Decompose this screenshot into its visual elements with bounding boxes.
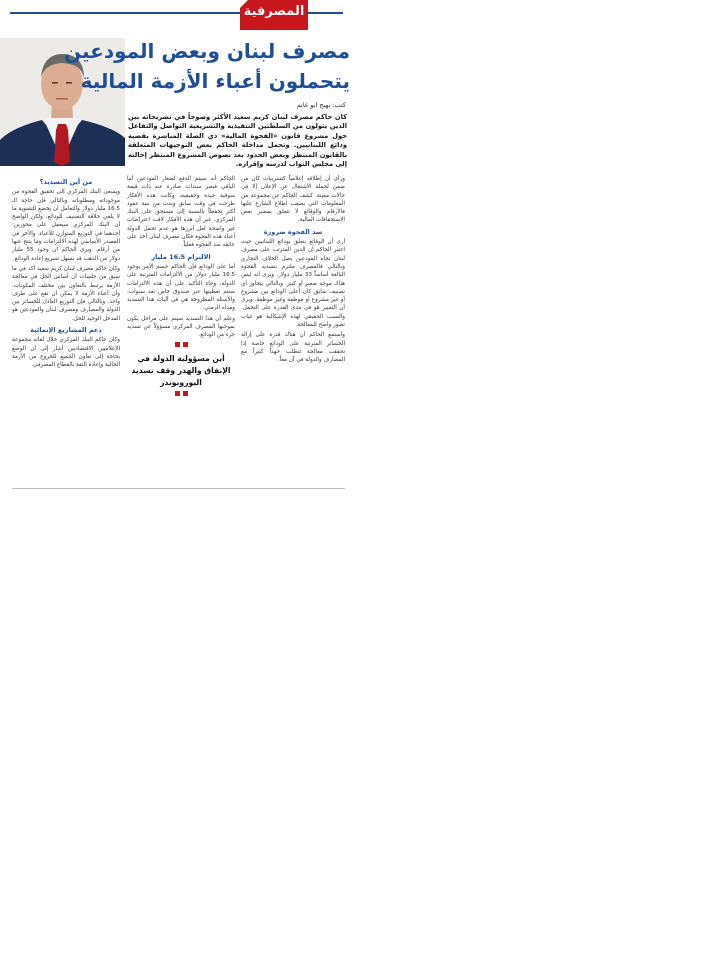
headline [64, 36, 350, 96]
section-label: المصرفية [243, 4, 305, 19]
paragraph: وعلم أن هذا التسديد سيتم على مراحل يكون بموجبها المصرف المركزي مسؤولاً عن تسديد جزء من الودائع. [127, 315, 235, 339]
pullquote: أين مسؤولية الدولة في الإنفاق والهدر وقف تسديد اليوروبوندز [131, 353, 231, 387]
lead-paragraph: كان حاكم مصرف لبنان كريم سعيد الأكثر وضوحاً في تصريحاته بين الذين يتولون من السلطتين التنفيذية والتشريعية التواصل والتفاعل حول مشروع قانون «الفجوة المالية» ذي الصلة المباشرة بقضية ودائع اللبنانيين. وتحمل مداخلة الحاكم بعض التوجيهات المتعلقة بالقانون المنتظر وبعض الحدود بعد نصوص المشروع المنتظر إحالته إلى مجلس النواب لدرسه وإقراره. [128, 113, 347, 169]
section-tab [240, 0, 308, 30]
subheading: سد الفجوة ضرورة [263, 227, 323, 236]
pullquote-marks-bottom [127, 391, 235, 396]
article-column-right [241, 175, 345, 367]
article-column-left [12, 175, 120, 372]
subheading: دعم المشاريع الإنمائية [30, 326, 102, 335]
paragraph: وكان حاكم البنك المركزي خلال لقائه مجموعة الإعلاميين الاقتصاديين أشار إلى أن الوضع بحاجة إلى تعاون الجميع للخروج من الأزمة الحالية وإعادة الثقة بالقطاع المصرفي. [12, 337, 120, 369]
headline-line-1: مصرف لبنان وبعض المودعين [64, 39, 350, 63]
byline: كتب: بهيج ابو غانم [296, 101, 346, 109]
paragraph: ورأى أن إطلاقه إعلامياً كتسريبات كان من ضمن لحملة الاشتغال عن الإعلان إلا في حالات معينة. كشف الحاكم عن مجموعة من المعلومات التي يصعب اطلاع الشارع عليها فالأرقام والوقائع لا تتعلق بمصير بعض الاستحقاقات المالية. [241, 176, 345, 224]
headline-line-2: يتحملون أعباء الأزمة المالية [80, 69, 350, 93]
paragraph: أرى أن الوقائع يتعلق بودائع اللبنانيين حيث اعتبر الحاكم أن الدين المترتب على مصرف لبنان تجاه المودعين يصل الخلاف التجاري وبالتالي فالمصرف ملتزم بتسديد الفجوة البالغة أساساً 33 مليار دولار. ويرى أنه ليس هناك موجه صغير أو كبير. وبالتالي يتجاوز أي تصنيف سابق كان أعلى الودائع بين مشروع أو غير مشروع أو موظفة وغير موظفة. ويرى أن التمييز هو في مدى القدرة على التحمل. والسبب الحقيقي لهذه الإشكالية هو غياب تصور واضح للمعالجة. [241, 239, 345, 329]
paragraph: أما على الودائع فإن الحاكم حسم الأمر بوجود 16.5 مليار دولار من الالتزامات المترتبة على الدولة، وجاء التأكيد على أن هذه الالتزامات ستتم تغطيتها عبر صندوق خاص بعد سنوات، والأسئلة المطروحة هي في آليات هذا التسديد ومداه الزمني. [127, 263, 235, 312]
tab-arrow-icon [240, 0, 248, 8]
subheading: من أين التسديد؟ [39, 178, 93, 186]
paragraph: وكان حاكم مصرف لبنان كريم سعيد أكد في ما سبق من جلسات أن أساس الحل في معالجة الأزمة يرتبط بالتعاون بين مختلف المكونات. وأن أعباء الأزمة لا يمكن أن تقع على طرف واحد. وبالتالي فإن التوزيع العادل للخسائر بين الدولة والمصارف ومصرف لبنان والمودعين هو المدخل الوحيد للحل. [12, 265, 120, 322]
pullquote-marks-top [127, 342, 235, 347]
paragraph: الحاكم أنه سيتم الدفع لصغار المودعين أما الباقي فيعبر سندات صادرة عنه ذات قيمة سوقية جيدة وحقيقية، وكانت هذه الأفكار طرحت في وقت سابق وبدت من بنية عقود أكثر تحفظاً بالنسبة إلى مستحق على البنك المركزي. غير أن هذه الأفكار لاقت اعتراضات غير واضحة لعل أبرزها هو عدم تحمل الدولة أعباء هذه الفجوة فكان مصرف لبنان أخذ على عاتقه سد الفجوة فعلياً. [127, 176, 235, 249]
article-column-middle [127, 175, 235, 398]
paragraph: واستمع الحاكم أن هناك قدرة على إزالة الخسائر المترتبة على الودائع خاصة إذا تحققت معالجة تتطلب جهداً كبيراً مع المصارف والدولة في آن معاً. [241, 332, 345, 364]
subheading: الالتزام 16.5 مليار [151, 252, 211, 261]
newspaper-page [0, 0, 350, 500]
paragraph: ويسعى البنك المركزي إلى تحقيق الفجوة من موجوداته ومطلوباته وبالتالي فإن حاجة الـ 16.5 مليار دولار والتعامل أن يخضع للتسوية ما لا يلغي خلاقة التصنيف للودائع، ولكن الواضح أن البنك المركزي سيعمل على محورين: أحدهما في التوزيع المتوازن للأعباء. والآخر في المصدر الأساسي لهذه الالتزامات وما ينتج عنها من أرقام. ويرى الحاكم أن وجود 55 مليار دولار من الذهب قد يسهل تسريع إعادة الودائع. [12, 189, 120, 262]
bottom-rule [12, 488, 345, 489]
